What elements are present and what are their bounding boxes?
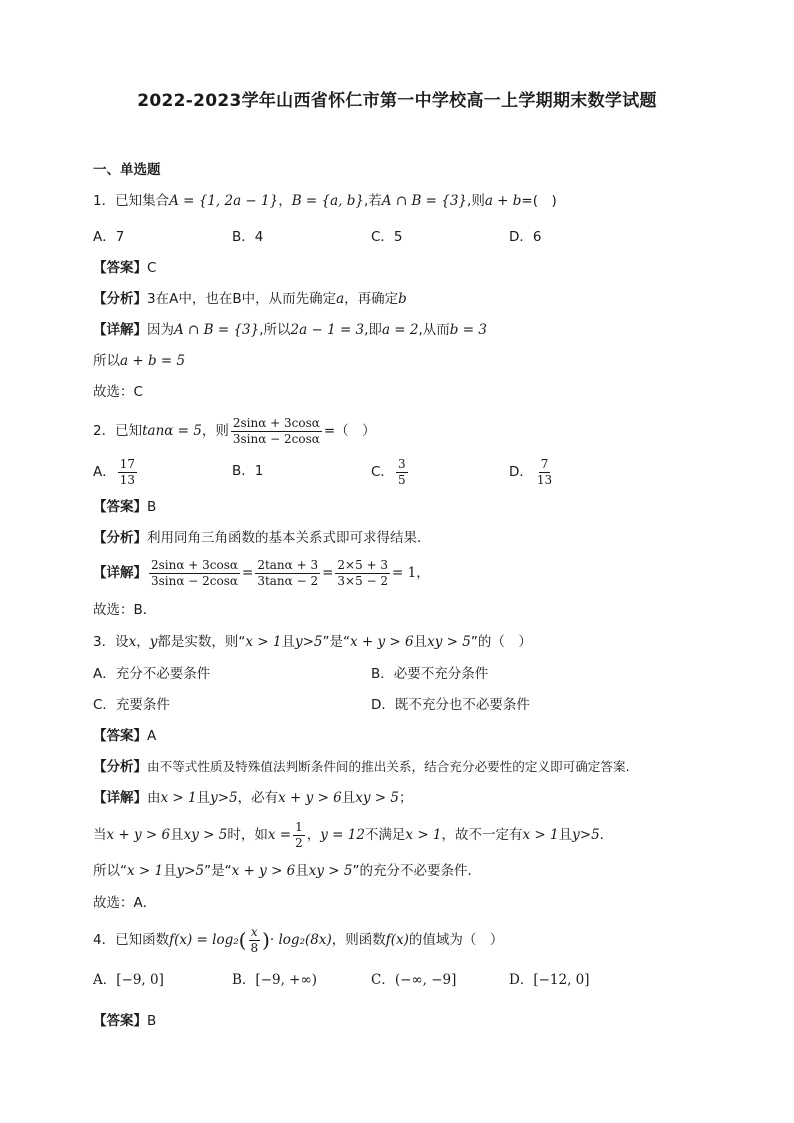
q4-option-c: C．(−∞, −9]	[371, 972, 457, 988]
section-heading: 一、单选题	[93, 162, 161, 178]
q2-answer: 【答案】B	[93, 499, 157, 515]
q3-analysis: 【分析】由不等式性质及特殊值法判断条件间的推出关系，结合充分必要性的定义即可确定答案.	[93, 759, 630, 775]
q1-analysis: 【分析】3在A中，也在B中，从而先确定a，再确定b	[93, 291, 407, 307]
q4-option-a: A．[−9, 0]	[93, 972, 164, 988]
q1-conclusion: 故选：C	[93, 384, 143, 400]
q2-conclusion: 故选：B．	[93, 602, 157, 618]
q2-option-b: B．1	[232, 463, 264, 479]
q2-analysis: 【分析】利用同角三角函数的基本关系式即可求得结果．	[93, 530, 431, 546]
q1-answer: 【答案】C	[93, 260, 157, 276]
q1-option-b: B．4	[232, 229, 264, 245]
q1-detail-line2: 所以a + b = 5	[93, 353, 186, 369]
q3-answer: 【答案】A	[93, 728, 157, 744]
q1-stem: 1．已知集合A = {1, 2a − 1}，B = {a, b},若A ∩ B = {3},则a + b=( )	[93, 193, 557, 209]
q3-detail: 【详解】由x > 1且y>5，必有x + y > 6且xy > 5；	[93, 790, 413, 806]
q3-detail-line3: 所以“x > 1且y>5”是“x + y > 6且xy > 5”的充分不必要条件．	[93, 863, 481, 879]
q3-option-b: B．必要不充分条件	[371, 666, 489, 682]
q4-answer: 【答案】B	[93, 1013, 157, 1029]
q3-option-c: C．充要条件	[93, 697, 170, 713]
q2-detail: 【详解】 $\frac{2\sin\alpha + 3\cos\alpha}{3\sin\alpha - 2\cos\alpha}$ = $\frac{2\tan\alpha + 3}{3\tan\alpha - 2}$ = $\frac{2\times 5 + 3}{3\times 5 - 2}$ = 1，	[93, 557, 430, 588]
q1-option-c: C．5	[371, 229, 403, 245]
q4-stem: 4．已知函数f(x) = log₂( $\frac{x}{8}$ )· log₂(8x)，则函数f(x)的值域为（ ）	[93, 924, 504, 955]
q2-option-c: C． $\frac{3}{5}$	[371, 456, 406, 487]
q3-conclusion: 故选：A．	[93, 895, 157, 911]
q3-option-d: D．既不充分也不必要条件	[371, 697, 530, 713]
q1-detail: 【详解】因为A ∩ B = {3},所以2a − 1 = 3,即a = 2,从而b = 3	[93, 322, 487, 338]
q1-option-d: D．6	[509, 229, 542, 245]
q1-option-a: A．7	[93, 229, 125, 245]
q3-stem: 3．设x，y都是实数，则“x > 1且y>5”是“x + y > 6且xy > 5”的（ ）	[93, 634, 532, 650]
q4-option-d: D．[−12, 0]	[509, 972, 590, 988]
q2-stem: 2．已知tanα = 5，则 $\frac{2\sin\alpha + 3\cos\alpha}{3\sin\alpha - 2\cos\alpha}$ =（ ）	[93, 415, 376, 446]
q4-option-b: B．[−9, +∞)	[232, 972, 317, 988]
q2-option-a: A． $\frac{17}{13}$	[93, 456, 136, 487]
q2-stem-fraction: $\frac{2\sin\alpha + 3\cos\alpha}{3\sin\alpha - 2\cos\alpha}$	[232, 415, 320, 446]
page-title: 2022-2023学年山西省怀仁市第一中学校高一上学期期末数学试题	[137, 91, 657, 111]
q3-option-a: A．充分不必要条件	[93, 666, 211, 682]
q3-detail-line2: 当x + y > 6且xy > 5时，如x = $\frac{1}{2}$ ，y = 12不满足x > 1，故不一定有x > 1且y>5．	[93, 819, 614, 850]
q2-option-d: D． $\frac{7}{13}$	[509, 456, 553, 487]
